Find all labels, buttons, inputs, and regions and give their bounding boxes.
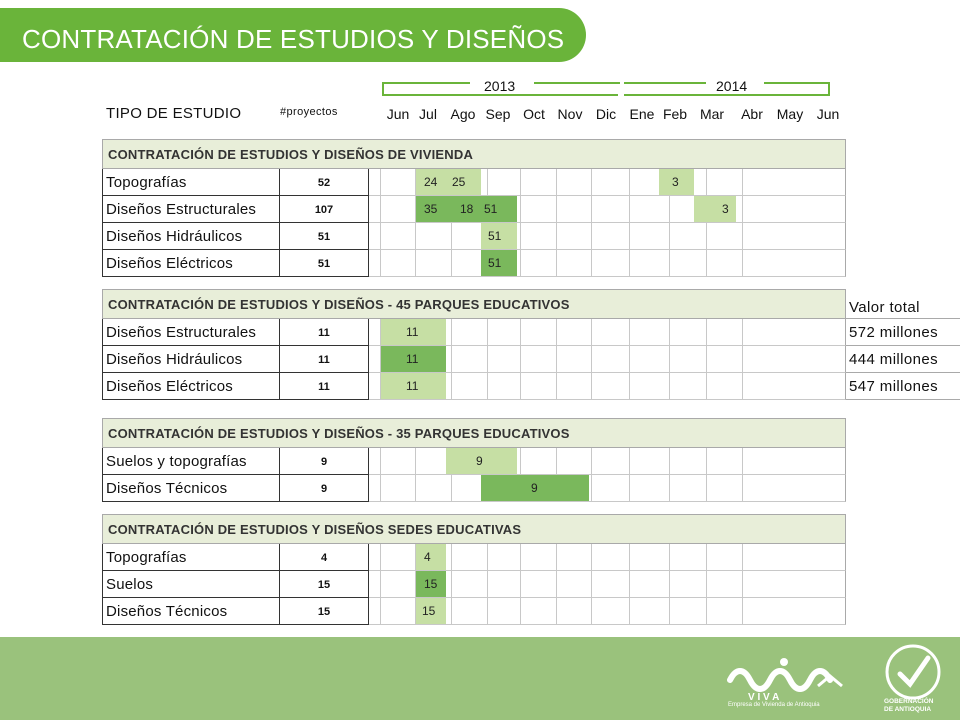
section-title: CONTRATACIÓN DE ESTUDIOS Y DISEÑOS - 35 PARQUES EDUCATIVOS [108, 426, 570, 441]
grid-cell [630, 544, 670, 571]
grid-cell [521, 571, 557, 598]
year-2013-label: 2013 [484, 78, 516, 94]
grid-cell [670, 250, 707, 277]
grid-cell [557, 169, 592, 196]
study-type-name: Diseños Estructurales [102, 319, 280, 346]
grid-cell [630, 319, 670, 346]
grid-cell [521, 544, 557, 571]
project-count: 107 [280, 196, 369, 223]
study-type-name: Diseños Técnicos [102, 475, 280, 502]
grid-cell [743, 169, 846, 196]
grid-cell [630, 373, 670, 400]
valor-total-header: Valor total [846, 289, 960, 319]
grid-cell [488, 319, 521, 346]
grid-cell [557, 544, 592, 571]
grid-cell [707, 346, 743, 373]
project-count: 15 [280, 571, 369, 598]
grid-cell [557, 571, 592, 598]
table-row [102, 571, 846, 598]
grid-cell [592, 448, 630, 475]
grid-cell [452, 319, 488, 346]
grid-cell [452, 544, 488, 571]
study-type-name: Diseños Hidráulicos [102, 223, 280, 250]
grid-cell [557, 196, 592, 223]
grid-cell [557, 346, 592, 373]
month-label: Ago [450, 106, 476, 122]
grid-cell [381, 598, 416, 625]
grid-cell [743, 319, 846, 346]
grid-cell [557, 598, 592, 625]
schedule-bar-value: 15 [422, 604, 436, 618]
project-count: 9 [280, 475, 369, 502]
grid-cell [381, 448, 416, 475]
grid-cell [670, 223, 707, 250]
project-count: 51 [280, 250, 369, 277]
schedule-bar [416, 544, 446, 570]
grid-cell [670, 571, 707, 598]
grid-cell [670, 373, 707, 400]
grid-cell [381, 196, 416, 223]
schedule-bar-value: 9 [476, 454, 483, 468]
grid-cell [488, 346, 521, 373]
grid-cell [521, 598, 557, 625]
grid-cell [381, 250, 416, 277]
month-label: Jun [386, 106, 410, 122]
grid-cell [743, 598, 846, 625]
viva-wordmark: V I V A [748, 692, 780, 703]
grid-cell [416, 223, 452, 250]
grid-cell [381, 223, 416, 250]
study-type-name: Diseños Eléctricos [102, 250, 280, 277]
grid-cell [707, 475, 743, 502]
study-type-name: Diseños Estructurales [102, 196, 280, 223]
study-type-name: Diseños Técnicos [102, 598, 280, 625]
gobernacion-caption: GOBERNACIÓN DE ANTIOQUIA [884, 698, 934, 713]
grid-cell [557, 448, 592, 475]
grid-cell [592, 571, 630, 598]
grid-cell [557, 373, 592, 400]
grid-cell [707, 169, 743, 196]
year-2013-bracket [382, 84, 618, 96]
section-header [102, 418, 846, 448]
grid-cell [743, 571, 846, 598]
grid-cell [630, 448, 670, 475]
grid-cell [630, 250, 670, 277]
section-header [102, 514, 846, 544]
grid-cell [521, 169, 557, 196]
header-proyectos: #proyectos [280, 106, 338, 118]
project-count: 15 [280, 598, 369, 625]
grid-cell [743, 475, 846, 502]
grid-cell [488, 544, 521, 571]
grid-cell [630, 223, 670, 250]
grid-cell [592, 169, 630, 196]
grid-cell [592, 544, 630, 571]
grid-cell [381, 571, 416, 598]
table-row [102, 544, 846, 571]
grid-cell [416, 475, 452, 502]
grid-cell [381, 475, 416, 502]
header-tipo-estudio: TIPO DE ESTUDIO [106, 105, 242, 122]
schedule-bar-value: 51 [484, 202, 498, 216]
grid-cell [521, 250, 557, 277]
schedule-bar-value: 3 [722, 202, 729, 216]
grid-cell [707, 448, 743, 475]
grid-cell [743, 223, 846, 250]
grid-cell [521, 346, 557, 373]
grid-cell [670, 319, 707, 346]
grid-cell [707, 373, 743, 400]
grid-cell [743, 373, 846, 400]
grid-cell [416, 250, 452, 277]
grid-cell [452, 598, 488, 625]
grid-cell [521, 196, 557, 223]
month-label: Feb [662, 106, 688, 122]
month-label: Oct [523, 106, 545, 122]
grid-cell [592, 223, 630, 250]
month-label: Nov [557, 106, 583, 122]
schedule-bar-value: 9 [531, 481, 538, 495]
schedule-bar-value: 4 [424, 550, 431, 564]
grid-cell [707, 250, 743, 277]
section-title: CONTRATACIÓN DE ESTUDIOS Y DISEÑOS SEDES EDUCATIVAS [108, 522, 522, 537]
section-header [102, 139, 846, 169]
grid-cell [521, 373, 557, 400]
section-header [102, 289, 846, 319]
grid-cell [743, 448, 846, 475]
grid-cell [670, 544, 707, 571]
grid-cell [381, 544, 416, 571]
table-row [102, 346, 846, 373]
schedule-bar-value: 18 [460, 202, 474, 216]
month-label: Jul [419, 106, 437, 122]
grid-cell [743, 250, 846, 277]
valor-total-value: 547 millones [846, 373, 960, 400]
grid-cell [557, 319, 592, 346]
grid-cell [670, 598, 707, 625]
valor-total-value: 444 millones [846, 346, 960, 373]
grid-cell [670, 448, 707, 475]
month-label: May [776, 106, 804, 122]
section-title: CONTRATACIÓN DE ESTUDIOS Y DISEÑOS DE VIVIENDA [108, 147, 474, 162]
grid-cell [452, 346, 488, 373]
study-type-name: Topografías [102, 169, 280, 196]
month-label: Mar [699, 106, 725, 122]
valor-total-value: 572 millones [846, 319, 960, 346]
schedule-bar [694, 196, 736, 222]
project-count: 52 [280, 169, 369, 196]
table-row [102, 250, 846, 277]
grid-cell [488, 598, 521, 625]
year-2014-label: 2014 [716, 78, 748, 94]
month-label: Ene [629, 106, 655, 122]
table-row [102, 598, 846, 625]
grid-cell [592, 598, 630, 625]
project-count: 4 [280, 544, 369, 571]
study-type-name: Suelos [102, 571, 280, 598]
grid-cell [521, 223, 557, 250]
year-2014-bracket [624, 84, 830, 96]
grid-cell [707, 571, 743, 598]
schedule-bar-value: 51 [488, 229, 502, 243]
grid-cell [557, 250, 592, 277]
grid-cell [670, 346, 707, 373]
grid-cell [630, 598, 670, 625]
grid-cell [592, 319, 630, 346]
grid-cell [670, 475, 707, 502]
grid-cell [488, 169, 521, 196]
grid-cell [521, 319, 557, 346]
grid-cell [557, 223, 592, 250]
viva-caption: Empresa de Vivienda de Antioquia [728, 702, 820, 708]
study-type-name: Suelos y topografías [102, 448, 280, 475]
grid-cell [452, 571, 488, 598]
project-count: 11 [280, 373, 369, 400]
study-type-name: Diseños Eléctricos [102, 373, 280, 400]
schedule-bar-value: 51 [488, 256, 502, 270]
study-type-name: Diseños Hidráulicos [102, 346, 280, 373]
grid-cell [488, 373, 521, 400]
page-title: CONTRATACIÓN DE ESTUDIOS Y DISEÑOS [22, 24, 565, 54]
grid-cell [630, 196, 670, 223]
project-count: 11 [280, 319, 369, 346]
schedule-bar-value: 11 [406, 379, 419, 393]
schedule-bar-value: 24 [424, 175, 438, 189]
grid-cell [592, 373, 630, 400]
grid-cell [521, 448, 557, 475]
schedule-bar-value: 11 [406, 325, 419, 339]
grid-cell [592, 250, 630, 277]
table-row [102, 448, 846, 475]
grid-cell [592, 475, 630, 502]
grid-cell [592, 196, 630, 223]
schedule-bar-value: 25 [452, 175, 466, 189]
grid-cell [707, 544, 743, 571]
schedule-bar-value: 11 [406, 352, 419, 366]
table-row [102, 196, 846, 223]
grid-cell [707, 223, 743, 250]
table-row [102, 475, 846, 502]
section-title: CONTRATACIÓN DE ESTUDIOS Y DISEÑOS - 45 PARQUES EDUCATIVOS [108, 297, 570, 312]
schedule-bar-value: 35 [424, 202, 438, 216]
grid-cell [707, 319, 743, 346]
grid-cell [630, 475, 670, 502]
grid-cell [743, 346, 846, 373]
table-row [102, 319, 846, 346]
project-count: 9 [280, 448, 369, 475]
grid-cell [743, 196, 846, 223]
grid-cell [707, 598, 743, 625]
grid-cell [630, 346, 670, 373]
study-type-name: Topografías [102, 544, 280, 571]
grid-cell [592, 346, 630, 373]
project-count: 51 [280, 223, 369, 250]
table-row [102, 169, 846, 196]
month-label: Dic [595, 106, 617, 122]
schedule-bar-value: 15 [424, 577, 438, 591]
schedule-bar-value: 3 [672, 175, 679, 189]
table-row [102, 373, 846, 400]
title-banner [0, 8, 586, 62]
grid-cell [488, 571, 521, 598]
month-label: Abr [741, 106, 763, 122]
month-label: Jun [816, 106, 840, 122]
project-count: 11 [280, 346, 369, 373]
month-label: Sep [485, 106, 511, 122]
grid-cell [381, 169, 416, 196]
table-row [102, 223, 846, 250]
grid-cell [630, 571, 670, 598]
grid-cell [452, 373, 488, 400]
grid-cell [743, 544, 846, 571]
